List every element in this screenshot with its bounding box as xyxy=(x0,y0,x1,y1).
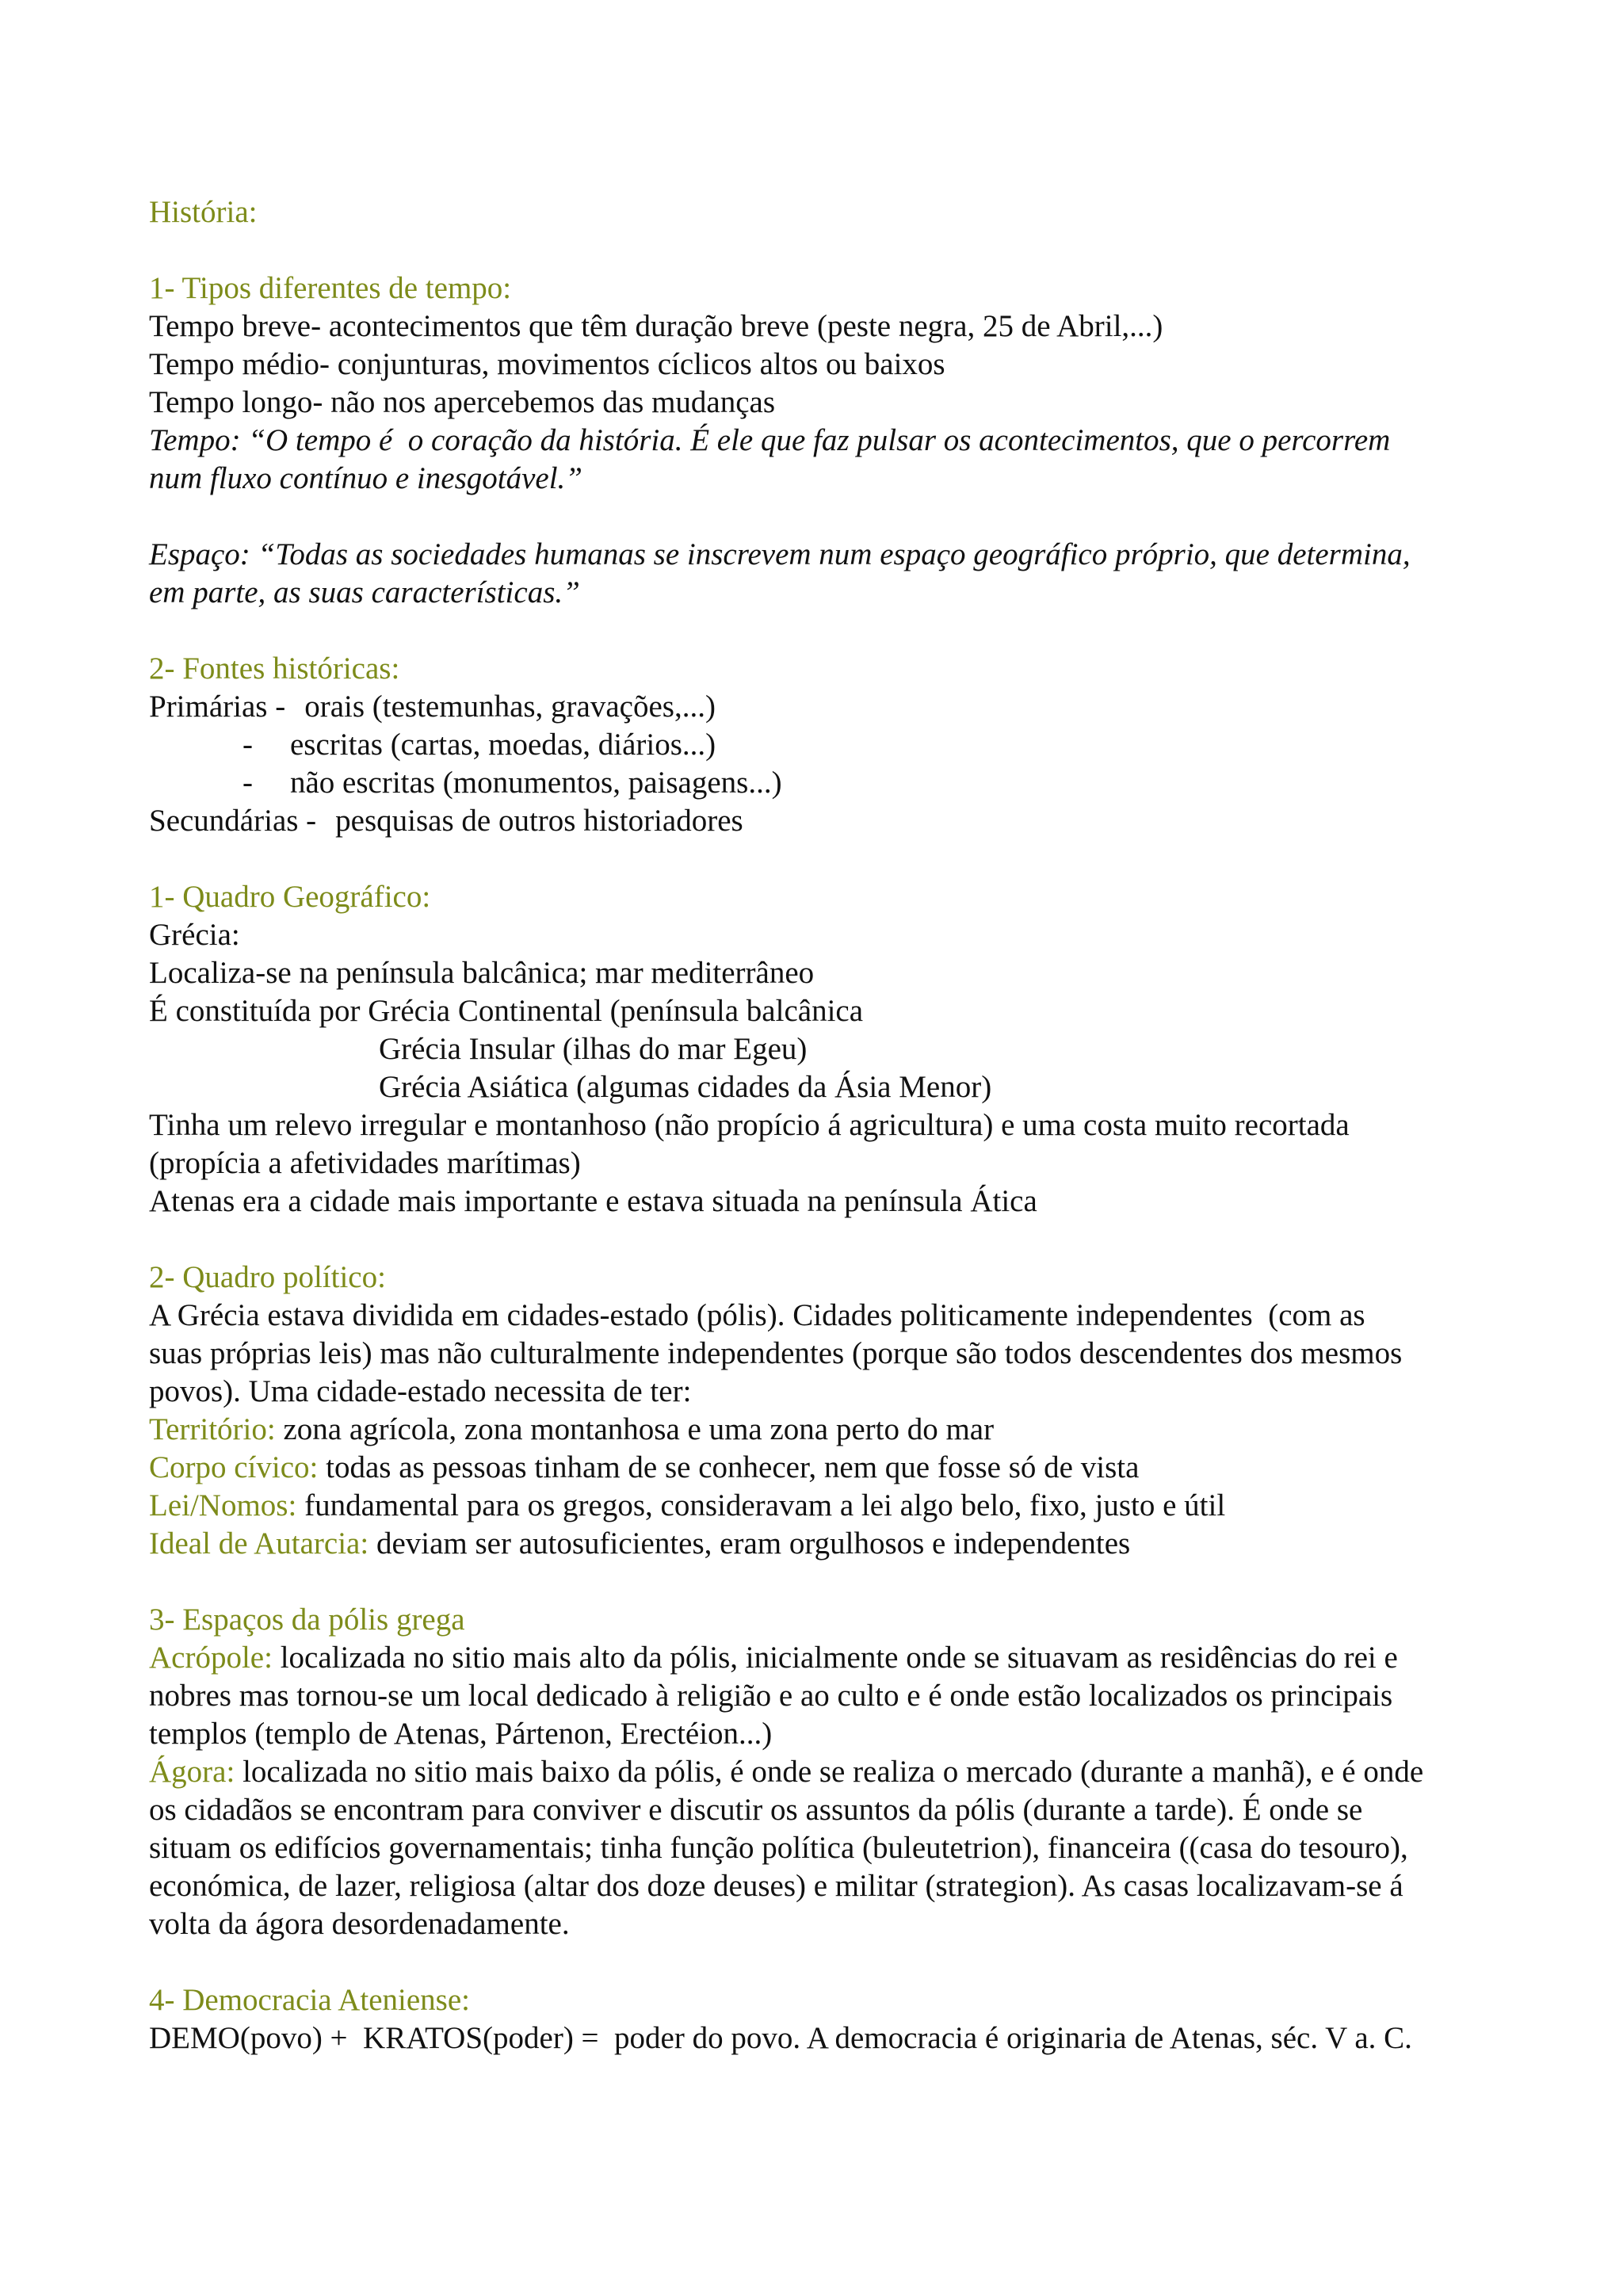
paragraph-line-indented: Grécia Insular (ilhas do mar Egeu) xyxy=(379,1032,808,1066)
paragraph-line: Atenas era a cidade mais importante e estava situada na península Ática xyxy=(149,1184,1037,1218)
paragraph-line: suas próprias leis) mas não culturalmente independentes (porque são todos descendentes dos mesmos xyxy=(149,1336,1403,1370)
document-page xyxy=(149,193,1512,2057)
paragraph-line: DEMO(povo) + KRATOS(poder) = poder do povo. A democracia é originaria de Atenas, séc. V a. C. xyxy=(149,2021,1412,2055)
list-dash: - xyxy=(242,766,253,800)
paragraph-line: Grécia: xyxy=(149,918,240,952)
list-item xyxy=(149,726,1512,764)
term-ideal-autarcia xyxy=(149,1525,1512,1563)
term-label: Lei/Nomos: xyxy=(149,1488,297,1522)
section-heading-quadro-geografico: 1- Quadro Geográfico: xyxy=(149,880,431,914)
term-agora xyxy=(149,1753,1512,1791)
list-dash: - xyxy=(242,728,253,762)
paragraph-line: (propícia a afetividades marítimas) xyxy=(149,1146,581,1180)
paragraph-line: A Grécia estava dividida em cidades-estado (pólis). Cidades politicamente independentes (com as xyxy=(149,1298,1365,1332)
quote-tempo-line: num fluxo contínuo e inesgotável.” xyxy=(149,461,582,495)
section-heading-democracia: 4- Democracia Ateniense: xyxy=(149,1983,470,2017)
quote-espaco-line: em parte, as suas características.” xyxy=(149,575,580,609)
section-heading-tempo: 1- Tipos diferentes de tempo: xyxy=(149,271,512,305)
list-item-text: não escritas (monumentos, paisagens...) xyxy=(290,766,782,800)
term-text: deviam ser autosuficientes, eram orgulhosos e independentes xyxy=(369,1526,1131,1561)
paragraph-line: templos (templo de Atenas, Pártenon, Erectéion...) xyxy=(149,1717,773,1751)
term-label: Ideal de Autarcia: xyxy=(149,1526,369,1561)
section-heading-espacos-polis: 3- Espaços da pólis grega xyxy=(149,1603,465,1637)
list-item xyxy=(149,764,1512,802)
list-item-text: pesquisas de outros historiadores xyxy=(335,804,743,838)
term-territorio xyxy=(149,1411,1512,1449)
term-text: fundamental para os gregos, consideravam a lei algo belo, fixo, justo e útil xyxy=(296,1488,1226,1522)
paragraph-line: Tinha um relevo irregular e montanhoso (não propício á agricultura) e uma costa muito recortada xyxy=(149,1108,1350,1142)
term-text: todas as pessoas tinham de se conhecer, nem que fosse só de vista xyxy=(318,1450,1140,1484)
paragraph-line: os cidadãos se encontram para conviver e discutir os assuntos da pólis (durante a tarde). É onde se xyxy=(149,1793,1363,1827)
paragraph-line: Tempo médio- conjunturas, movimentos cíclicos altos ou baixos xyxy=(149,347,945,381)
term-label: Acrópole: xyxy=(149,1641,273,1675)
quote-tempo-line: Tempo: “O tempo é o coração da história. É ele que faz pulsar os acontecimentos, que o percorrem xyxy=(149,423,1391,457)
quote-espaco-line: Espaço: “Todas as sociedades humanas se inscrevem num espaço geográfico próprio, que determina, xyxy=(149,537,1411,571)
term-label: Corpo cívico: xyxy=(149,1450,319,1484)
term-acropole xyxy=(149,1639,1512,1677)
term-text: localizada no sitio mais baixo da pólis, é onde se realiza o mercado (durante a manhã), e é onde xyxy=(235,1755,1424,1789)
paragraph-line: povos). Uma cidade-estado necessita de ter: xyxy=(149,1374,692,1408)
paragraph-line: económica, de lazer, religiosa (altar dos doze deuses) e militar (strategion). As casas localizavam-se á xyxy=(149,1869,1403,1903)
section-heading-quadro-politico: 2- Quadro político: xyxy=(149,1260,386,1294)
term-corpo-civico xyxy=(149,1449,1512,1487)
paragraph-line: situam os edifícios governamentais; tinha função política (buleutetrion), financeira ((casa do tesouro), xyxy=(149,1831,1408,1865)
paragraph-line: volta da ágora desordenadamente. xyxy=(149,1907,570,1941)
term-label: Território: xyxy=(149,1412,276,1446)
paragraph-line: Tempo longo- não nos apercebemos das mudanças xyxy=(149,385,776,419)
label-primarias: Primárias - xyxy=(149,690,286,724)
list-item-secundarias xyxy=(149,802,1512,840)
paragraph-line: É constituída por Grécia Continental (península balcânica xyxy=(149,994,864,1028)
term-label: Ágora: xyxy=(149,1755,235,1789)
page-title: História: xyxy=(149,195,258,229)
section-heading-fontes: 2- Fontes históricas: xyxy=(149,651,400,686)
paragraph-line-indented: Grécia Asiática (algumas cidades da Ásia Menor) xyxy=(379,1070,992,1104)
paragraph-line: Localiza-se na península balcânica; mar mediterrâneo xyxy=(149,956,815,990)
list-item-text: escritas (cartas, moedas, diários...) xyxy=(290,728,716,762)
term-text: zona agrícola, zona montanhosa e uma zona perto do mar xyxy=(275,1412,995,1446)
list-item-text: orais (testemunhas, gravações,...) xyxy=(304,690,716,724)
paragraph-line: nobres mas tornou-se um local dedicado à religião e ao culto e é onde estão localizados os principais xyxy=(149,1679,1393,1713)
term-text: localizada no sitio mais alto da pólis, inicialmente onde se situavam as residências do rei e xyxy=(272,1641,1398,1675)
label-secundarias: Secundárias - xyxy=(149,804,317,838)
list-item-primarias xyxy=(149,688,1512,726)
paragraph-line: Tempo breve- acontecimentos que têm duração breve (peste negra, 25 de Abril,...) xyxy=(149,309,1163,343)
term-lei-nomos xyxy=(149,1487,1512,1525)
